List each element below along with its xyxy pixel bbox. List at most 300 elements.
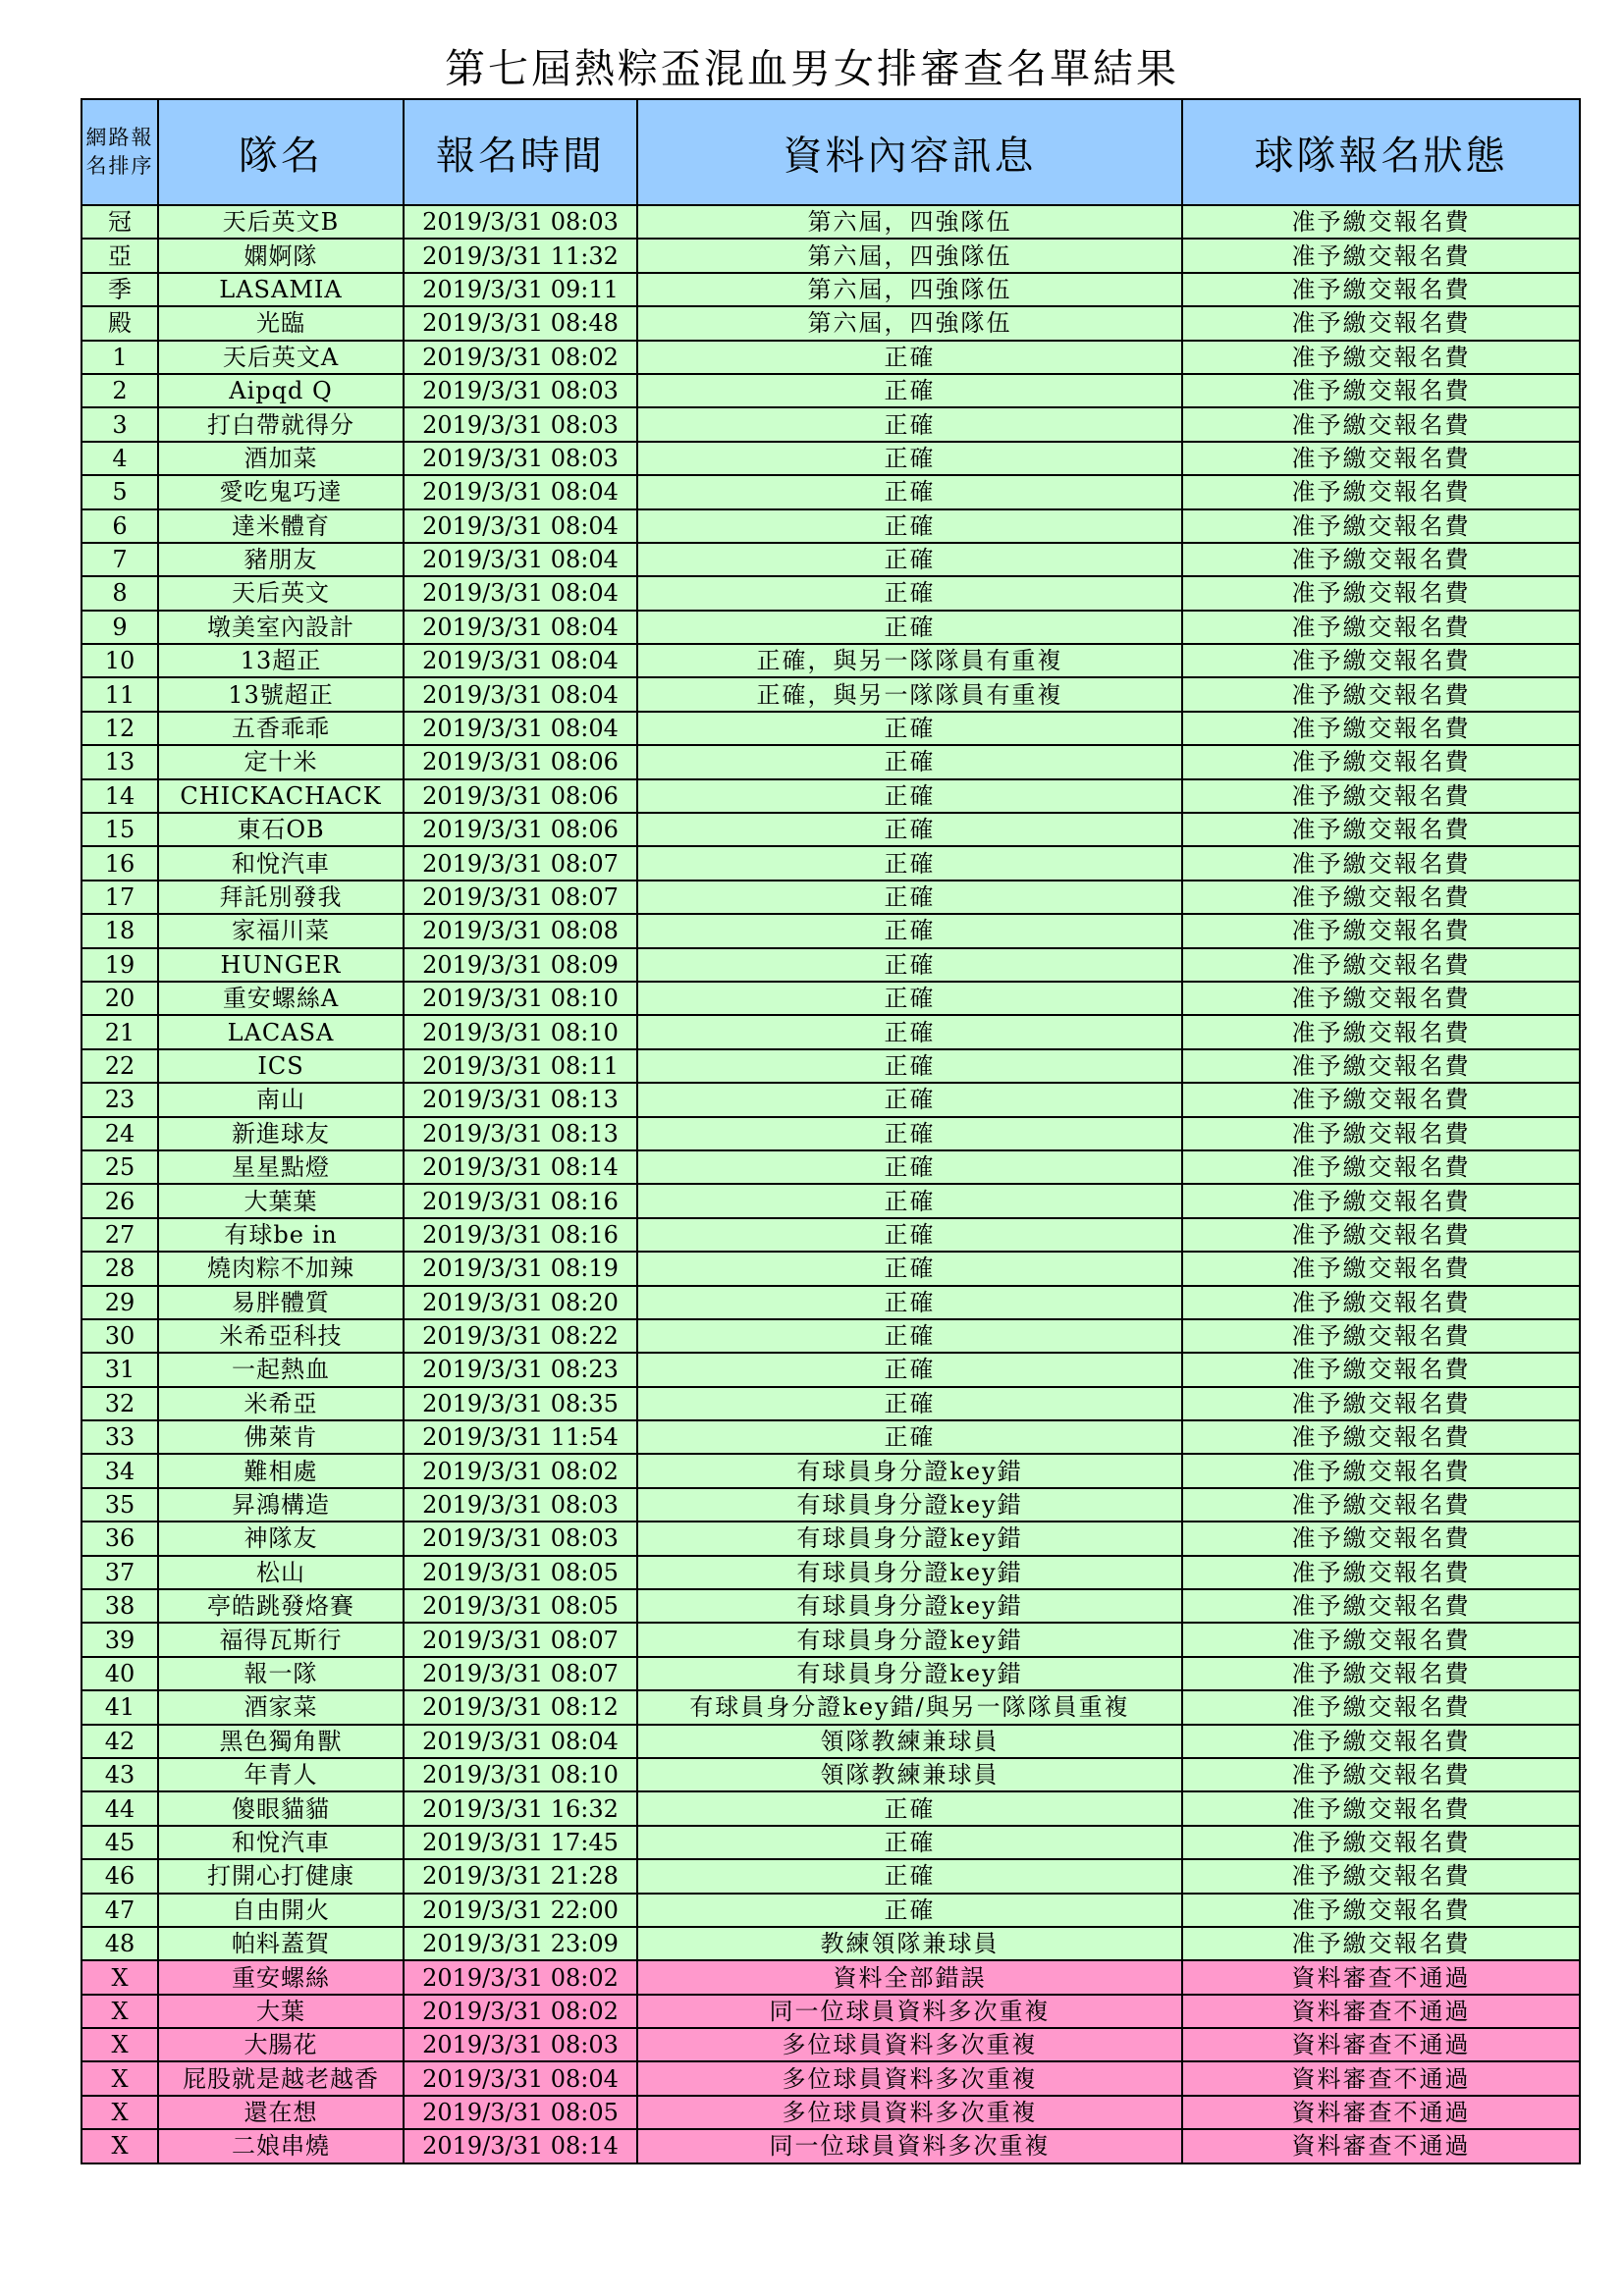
cell-registration-time: 2019/3/31 08:02	[404, 1995, 637, 2028]
cell-data-message: 正確	[637, 1252, 1182, 1285]
cell-registration-time: 2019/3/31 08:03	[404, 2028, 637, 2061]
cell-registration-time: 2019/3/31 08:16	[404, 1184, 637, 1217]
cell-team-status: 准予繳交報名費	[1182, 1454, 1580, 1487]
cell-registration-time: 2019/3/31 08:03	[404, 407, 637, 441]
cell-team-name: 福得瓦斯行	[158, 1623, 404, 1656]
cell-data-message: 有球員身分證key錯	[637, 1589, 1182, 1623]
cell-team-name: ICS	[158, 1049, 404, 1083]
cell-registration-time: 2019/3/31 08:16	[404, 1218, 637, 1252]
cell-rank: 37	[81, 1556, 158, 1589]
cell-data-message: 正確	[637, 543, 1182, 576]
cell-registration-time: 2019/3/31 08:07	[404, 1623, 637, 1656]
cell-team-status: 准予繳交報名費	[1182, 1623, 1580, 1656]
table-row	[81, 273, 1580, 306]
cell-registration-time: 2019/3/31 08:35	[404, 1387, 637, 1420]
cell-team-status: 准予繳交報名費	[1182, 611, 1580, 644]
cell-registration-time: 2019/3/31 11:54	[404, 1420, 637, 1454]
table-row	[81, 1690, 1580, 1724]
cell-team-name: LACASA	[158, 1015, 404, 1048]
cell-registration-time: 2019/3/31 08:20	[404, 1286, 637, 1319]
cell-team-name: 屁股就是越老越香	[158, 2061, 404, 2095]
cell-team-status: 准予繳交報名費	[1182, 745, 1580, 778]
cell-team-status: 准予繳交報名費	[1182, 1758, 1580, 1791]
cell-team-name: 昇鴻構造	[158, 1488, 404, 1522]
cell-rank: 25	[81, 1150, 158, 1184]
cell-registration-time: 2019/3/31 08:02	[404, 1454, 637, 1487]
cell-team-status: 准予繳交報名費	[1182, 475, 1580, 508]
table-row	[81, 1184, 1580, 1217]
cell-rank: 21	[81, 1015, 158, 1048]
cell-team-status: 准予繳交報名費	[1182, 881, 1580, 914]
table-row	[81, 1623, 1580, 1656]
cell-registration-time: 2019/3/31 21:28	[404, 1859, 637, 1893]
cell-rank: 3	[81, 407, 158, 441]
cell-team-name: 墩美室內設計	[158, 611, 404, 644]
table-row	[81, 2028, 1580, 2061]
cell-registration-time: 2019/3/31 08:05	[404, 2096, 637, 2129]
table-row	[81, 914, 1580, 947]
cell-registration-time: 2019/3/31 08:04	[404, 475, 637, 508]
table-row	[81, 1556, 1580, 1589]
cell-registration-time: 2019/3/31 08:14	[404, 1150, 637, 1184]
cell-team-status: 准予繳交報名費	[1182, 205, 1580, 239]
cell-registration-time: 2019/3/31 08:10	[404, 982, 637, 1015]
cell-registration-time: 2019/3/31 16:32	[404, 1791, 637, 1825]
table-row	[81, 1960, 1580, 1994]
table-row	[81, 205, 1580, 239]
cell-team-status: 准予繳交報名費	[1182, 341, 1580, 374]
cell-data-message: 正確	[637, 576, 1182, 610]
cell-team-status: 准予繳交報名費	[1182, 1927, 1580, 1960]
table-row	[81, 1725, 1580, 1758]
cell-data-message: 正確	[637, 1015, 1182, 1048]
cell-data-message: 正確	[637, 1791, 1182, 1825]
cell-rank: 46	[81, 1859, 158, 1893]
cell-team-name: 家福川菜	[158, 914, 404, 947]
cell-registration-time: 2019/3/31 08:04	[404, 677, 637, 711]
cell-registration-time: 2019/3/31 08:06	[404, 745, 637, 778]
cell-team-status: 准予繳交報名費	[1182, 982, 1580, 1015]
cell-registration-time: 2019/3/31 08:07	[404, 1657, 637, 1690]
cell-rank: 9	[81, 611, 158, 644]
cell-team-name: 亭皓跳發烙賽	[158, 1589, 404, 1623]
cell-rank: 殿	[81, 306, 158, 340]
table-row	[81, 948, 1580, 982]
cell-team-name: 13超正	[158, 644, 404, 677]
cell-registration-time: 2019/3/31 08:06	[404, 813, 637, 846]
cell-rank: 34	[81, 1454, 158, 1487]
table-row	[81, 306, 1580, 340]
cell-team-status: 准予繳交報名費	[1182, 1252, 1580, 1285]
cell-registration-time: 2019/3/31 08:48	[404, 306, 637, 340]
cell-rank: 47	[81, 1894, 158, 1927]
cell-rank: 季	[81, 273, 158, 306]
cell-team-name: 和悅汽車	[158, 846, 404, 880]
cell-team-name: 打開心打健康	[158, 1859, 404, 1893]
cell-team-status: 准予繳交報名費	[1182, 1725, 1580, 1758]
cell-team-name: 大葉葉	[158, 1184, 404, 1217]
cell-registration-time: 2019/3/31 08:04	[404, 509, 637, 543]
cell-data-message: 有球員身分證key錯/與另一隊隊員重複	[637, 1690, 1182, 1724]
cell-team-name: 松山	[158, 1556, 404, 1589]
cell-registration-time: 2019/3/31 08:04	[404, 712, 637, 745]
cell-data-message: 正確	[637, 1894, 1182, 1927]
cell-data-message: 正確	[637, 611, 1182, 644]
cell-rank: 43	[81, 1758, 158, 1791]
cell-team-name: 嫻婀隊	[158, 239, 404, 272]
cell-team-status: 資料審查不通過	[1182, 2129, 1580, 2163]
cell-rank: 30	[81, 1319, 158, 1353]
cell-data-message: 正確	[637, 1319, 1182, 1353]
cell-team-name: LASAMIA	[158, 273, 404, 306]
table-row	[81, 442, 1580, 475]
cell-team-status: 准予繳交報名費	[1182, 576, 1580, 610]
cell-team-status: 准予繳交報名費	[1182, 543, 1580, 576]
cell-rank: 20	[81, 982, 158, 1015]
cell-team-status: 准予繳交報名費	[1182, 914, 1580, 947]
table-row	[81, 1859, 1580, 1893]
table-row	[81, 1252, 1580, 1285]
table-row	[81, 677, 1580, 711]
cell-data-message: 第六屆，四強隊伍	[637, 239, 1182, 272]
cell-team-status: 准予繳交報名費	[1182, 1184, 1580, 1217]
cell-team-status: 准予繳交報名費	[1182, 1894, 1580, 1927]
table-row	[81, 475, 1580, 508]
cell-data-message: 正確	[637, 1286, 1182, 1319]
cell-rank: 亞	[81, 239, 158, 272]
cell-data-message: 第六屆，四強隊伍	[637, 205, 1182, 239]
table-row	[81, 1488, 1580, 1522]
cell-team-status: 准予繳交報名費	[1182, 677, 1580, 711]
table-row	[81, 1657, 1580, 1690]
cell-data-message: 正確	[637, 1353, 1182, 1386]
cell-registration-time: 2019/3/31 08:04	[404, 2061, 637, 2095]
cell-team-name: 年青人	[158, 1758, 404, 1791]
cell-team-status: 准予繳交報名費	[1182, 1218, 1580, 1252]
page-title: 第七屆熱粽盃混血男女排審查名單結果	[445, 45, 1179, 92]
cell-registration-time: 2019/3/31 08:12	[404, 1690, 637, 1724]
table-row	[81, 1927, 1580, 1960]
cell-registration-time: 2019/3/31 08:04	[404, 1725, 637, 1758]
cell-team-name: 神隊友	[158, 1522, 404, 1555]
cell-team-name: 重安螺絲	[158, 1960, 404, 1994]
cell-team-status: 准予繳交報名費	[1182, 813, 1580, 846]
cell-team-name: CHICKACHACK	[158, 779, 404, 813]
cell-data-message: 正確	[637, 712, 1182, 745]
table-row	[81, 509, 1580, 543]
cell-rank: 40	[81, 1657, 158, 1690]
cell-rank: 1	[81, 341, 158, 374]
cell-data-message: 正確	[637, 1083, 1182, 1116]
cell-rank: X	[81, 1960, 158, 1994]
cell-registration-time: 2019/3/31 09:11	[404, 273, 637, 306]
cell-rank: 6	[81, 509, 158, 543]
cell-team-status: 准予繳交報名費	[1182, 1049, 1580, 1083]
cell-rank: 12	[81, 712, 158, 745]
cell-rank: 36	[81, 1522, 158, 1555]
cell-team-status: 准予繳交報名費	[1182, 1387, 1580, 1420]
cell-team-name: 南山	[158, 1083, 404, 1116]
table-row	[81, 1387, 1580, 1420]
cell-team-name: 黑色獨角獸	[158, 1725, 404, 1758]
cell-rank: 17	[81, 881, 158, 914]
cell-team-status: 准予繳交報名費	[1182, 1353, 1580, 1386]
cell-team-status: 資料審查不通過	[1182, 2028, 1580, 2061]
cell-data-message: 有球員身分證key錯	[637, 1623, 1182, 1656]
table-row	[81, 543, 1580, 576]
cell-registration-time: 2019/3/31 08:04	[404, 543, 637, 576]
cell-data-message: 正確	[637, 1218, 1182, 1252]
cell-team-status: 資料審查不通過	[1182, 2061, 1580, 2095]
cell-rank: X	[81, 2096, 158, 2129]
cell-data-message: 正確	[637, 509, 1182, 543]
table-row	[81, 779, 1580, 813]
cell-registration-time: 2019/3/31 08:05	[404, 1589, 637, 1623]
cell-team-name: 酒家菜	[158, 1690, 404, 1724]
table-row	[81, 1015, 1580, 1048]
cell-registration-time: 2019/3/31 08:09	[404, 948, 637, 982]
cell-team-name: 大腸花	[158, 2028, 404, 2061]
cell-team-name: 星星點燈	[158, 1150, 404, 1184]
cell-registration-time: 2019/3/31 08:03	[404, 442, 637, 475]
cell-registration-time: 2019/3/31 08:14	[404, 2129, 637, 2163]
cell-rank: 42	[81, 1725, 158, 1758]
header-info: 資料內容訊息	[637, 99, 1182, 205]
table-row	[81, 1420, 1580, 1454]
cell-team-name: 13號超正	[158, 677, 404, 711]
cell-data-message: 正確	[637, 745, 1182, 778]
cell-registration-time: 2019/3/31 08:02	[404, 1960, 637, 1994]
cell-team-name: 新進球友	[158, 1117, 404, 1150]
cell-registration-time: 2019/3/31 08:04	[404, 576, 637, 610]
cell-rank: 23	[81, 1083, 158, 1116]
table-row	[81, 1218, 1580, 1252]
cell-registration-time: 2019/3/31 22:00	[404, 1894, 637, 1927]
cell-rank: 24	[81, 1117, 158, 1150]
cell-data-message: 正確	[637, 475, 1182, 508]
cell-team-name: 一起熱血	[158, 1353, 404, 1386]
cell-data-message: 正確	[637, 982, 1182, 1015]
cell-rank: 8	[81, 576, 158, 610]
table-row	[81, 1758, 1580, 1791]
header-status: 球隊報名狀態	[1182, 99, 1580, 205]
cell-registration-time: 2019/3/31 08:11	[404, 1049, 637, 1083]
cell-team-status: 准予繳交報名費	[1182, 1488, 1580, 1522]
cell-team-name: 愛吃鬼巧達	[158, 475, 404, 508]
cell-rank: 10	[81, 644, 158, 677]
cell-rank: 48	[81, 1927, 158, 1960]
cell-team-name: 五香乖乖	[158, 712, 404, 745]
cell-registration-time: 2019/3/31 08:03	[404, 205, 637, 239]
cell-team-status: 准予繳交報名費	[1182, 1826, 1580, 1859]
cell-data-message: 正確	[637, 1420, 1182, 1454]
cell-data-message: 正確	[637, 779, 1182, 813]
cell-data-message: 正確	[637, 1117, 1182, 1150]
cell-team-status: 准予繳交報名費	[1182, 1690, 1580, 1724]
cell-team-status: 准予繳交報名費	[1182, 948, 1580, 982]
cell-team-name: 達米體育	[158, 509, 404, 543]
cell-data-message: 教練領隊兼球員	[637, 1927, 1182, 1960]
cell-rank: 39	[81, 1623, 158, 1656]
table-row	[81, 1522, 1580, 1555]
cell-rank: 28	[81, 1252, 158, 1285]
cell-team-name: 酒加菜	[158, 442, 404, 475]
table-row	[81, 846, 1580, 880]
table-row	[81, 2096, 1580, 2129]
cell-rank: 33	[81, 1420, 158, 1454]
table-row	[81, 576, 1580, 610]
cell-team-name: 自由開火	[158, 1894, 404, 1927]
cell-team-status: 准予繳交報名費	[1182, 846, 1580, 880]
cell-data-message: 正確	[637, 374, 1182, 407]
table-row	[81, 982, 1580, 1015]
cell-registration-time: 2019/3/31 08:13	[404, 1083, 637, 1116]
cell-team-name: 有球be in	[158, 1218, 404, 1252]
table-row	[81, 407, 1580, 441]
cell-data-message: 正確	[637, 1859, 1182, 1893]
cell-data-message: 多位球員資料多次重複	[637, 2096, 1182, 2129]
cell-data-message: 正確	[637, 846, 1182, 880]
cell-team-name: 大葉	[158, 1995, 404, 2028]
cell-team-name: 光臨	[158, 306, 404, 340]
cell-rank: 19	[81, 948, 158, 982]
cell-rank: 15	[81, 813, 158, 846]
table-body	[81, 205, 1580, 2163]
cell-data-message: 正確	[637, 341, 1182, 374]
cell-data-message: 有球員身分證key錯	[637, 1488, 1182, 1522]
cell-team-status: 准予繳交報名費	[1182, 1015, 1580, 1048]
cell-rank: 冠	[81, 205, 158, 239]
cell-data-message: 領隊教練兼球員	[637, 1725, 1182, 1758]
cell-data-message: 正確	[637, 1387, 1182, 1420]
cell-registration-time: 2019/3/31 08:10	[404, 1758, 637, 1791]
cell-data-message: 正確	[637, 1049, 1182, 1083]
table-row	[81, 1150, 1580, 1184]
cell-team-name: 天后英文	[158, 576, 404, 610]
cell-registration-time: 2019/3/31 08:10	[404, 1015, 637, 1048]
cell-team-name: 定十米	[158, 745, 404, 778]
table-row	[81, 1083, 1580, 1116]
cell-team-status: 准予繳交報名費	[1182, 1589, 1580, 1623]
cell-rank: X	[81, 1995, 158, 2028]
cell-registration-time: 2019/3/31 17:45	[404, 1826, 637, 1859]
cell-rank: 26	[81, 1184, 158, 1217]
cell-rank: 29	[81, 1286, 158, 1319]
cell-rank: 5	[81, 475, 158, 508]
cell-data-message: 正確	[637, 881, 1182, 914]
cell-registration-time: 2019/3/31 08:19	[404, 1252, 637, 1285]
cell-team-name: 米希亞科技	[158, 1319, 404, 1353]
table-row	[81, 745, 1580, 778]
cell-team-status: 准予繳交報名費	[1182, 644, 1580, 677]
cell-data-message: 有球員身分證key錯	[637, 1657, 1182, 1690]
cell-team-status: 准予繳交報名費	[1182, 1117, 1580, 1150]
cell-rank: 13	[81, 745, 158, 778]
cell-team-name: 打白帶就得分	[158, 407, 404, 441]
cell-team-status: 准予繳交報名費	[1182, 1286, 1580, 1319]
table-row	[81, 1589, 1580, 1623]
cell-rank: 14	[81, 779, 158, 813]
table-row	[81, 611, 1580, 644]
cell-team-status: 資料審查不通過	[1182, 2096, 1580, 2129]
cell-team-status: 准予繳交報名費	[1182, 1791, 1580, 1825]
cell-rank: 18	[81, 914, 158, 947]
cell-rank: 11	[81, 677, 158, 711]
cell-data-message: 第六屆，四強隊伍	[637, 273, 1182, 306]
cell-team-status: 准予繳交報名費	[1182, 239, 1580, 272]
cell-registration-time: 2019/3/31 08:22	[404, 1319, 637, 1353]
cell-team-status: 資料審查不通過	[1182, 1995, 1580, 2028]
cell-data-message: 正確	[637, 1150, 1182, 1184]
cell-registration-time: 2019/3/31 08:02	[404, 341, 637, 374]
cell-data-message: 有球員身分證key錯	[637, 1522, 1182, 1555]
cell-data-message: 正確	[637, 407, 1182, 441]
cell-team-status: 准予繳交報名費	[1182, 442, 1580, 475]
table-row	[81, 1319, 1580, 1353]
cell-registration-time: 2019/3/31 08:23	[404, 1353, 637, 1386]
table-row	[81, 1995, 1580, 2028]
cell-registration-time: 2019/3/31 11:32	[404, 239, 637, 272]
cell-registration-time: 2019/3/31 08:03	[404, 374, 637, 407]
table-row	[81, 1353, 1580, 1386]
header-team: 隊名	[158, 99, 404, 205]
table-row	[81, 341, 1580, 374]
cell-rank: 32	[81, 1387, 158, 1420]
cell-team-name: HUNGER	[158, 948, 404, 982]
cell-team-name: 難相處	[158, 1454, 404, 1487]
cell-rank: 38	[81, 1589, 158, 1623]
cell-rank: 7	[81, 543, 158, 576]
cell-team-name: 東石OB	[158, 813, 404, 846]
cell-team-name: 米希亞	[158, 1387, 404, 1420]
cell-registration-time: 2019/3/31 23:09	[404, 1927, 637, 1960]
cell-rank: 35	[81, 1488, 158, 1522]
cell-data-message: 正確，與另一隊隊員有重複	[637, 677, 1182, 711]
cell-rank: 27	[81, 1218, 158, 1252]
table-row	[81, 813, 1580, 846]
cell-team-name: 重安螺絲A	[158, 982, 404, 1015]
cell-team-status: 資料審查不通過	[1182, 1960, 1580, 1994]
header-time: 報名時間	[404, 99, 637, 205]
table-row	[81, 2061, 1580, 2095]
cell-data-message: 正確	[637, 948, 1182, 982]
cell-team-status: 准予繳交報名費	[1182, 712, 1580, 745]
table-row	[81, 1117, 1580, 1150]
cell-team-name: 易胖體質	[158, 1286, 404, 1319]
table-row	[81, 881, 1580, 914]
cell-data-message: 有球員身分證key錯	[637, 1556, 1182, 1589]
table-row	[81, 1286, 1580, 1319]
cell-team-status: 准予繳交報名費	[1182, 509, 1580, 543]
cell-rank: X	[81, 2129, 158, 2163]
table-row	[81, 644, 1580, 677]
cell-data-message: 正確，與另一隊隊員有重複	[637, 644, 1182, 677]
cell-team-status: 准予繳交報名費	[1182, 306, 1580, 340]
cell-team-status: 准予繳交報名費	[1182, 374, 1580, 407]
results-table	[81, 98, 1581, 2164]
cell-registration-time: 2019/3/31 08:05	[404, 1556, 637, 1589]
cell-team-status: 准予繳交報名費	[1182, 1522, 1580, 1555]
cell-data-message: 資料全部錯誤	[637, 1960, 1182, 1994]
cell-data-message: 正確	[637, 1184, 1182, 1217]
header-rank: 網路報名排序	[81, 99, 158, 205]
cell-team-name: 和悅汽車	[158, 1826, 404, 1859]
cell-team-name: 傻眼貓貓	[158, 1791, 404, 1825]
cell-team-name: 豬朋友	[158, 543, 404, 576]
cell-team-name: Aipqd Q	[158, 374, 404, 407]
table-row	[81, 374, 1580, 407]
cell-team-name: 二娘串燒	[158, 2129, 404, 2163]
